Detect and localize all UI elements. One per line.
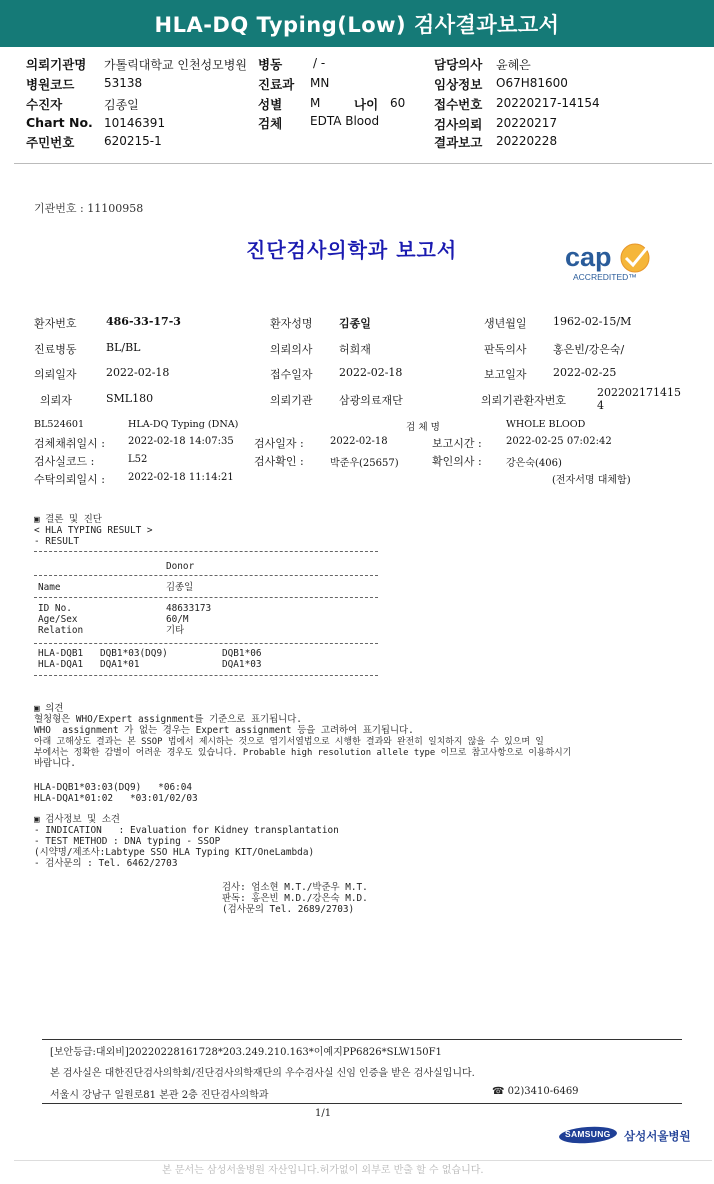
info-line: - TEST METHOD : DNA typing - SSOP (34, 836, 221, 847)
signature-line: 검사: 엄소현 M.T./박준우 M.T. (222, 882, 368, 893)
pid-value: 486-33-17-3 (106, 315, 181, 328)
req-org-label: 의뢰기관명 (26, 57, 87, 72)
dob-value: 1962-02-15/M (553, 315, 632, 328)
hla-allele-1: DQA1*01 (100, 659, 140, 670)
watermark-text: 본 문서는 삼성서울병원 자산입니다.허가없이 외부로 반출 할 수 없습니다. (162, 1165, 484, 1176)
opinion-line: 바랍니다. (34, 758, 76, 769)
hosp-code-value: 53138 (104, 76, 143, 90)
security-line: [보안등급:대외비]20220228161728*203.249.210.163*이예지PP6826*SLW150F1 (50, 1047, 442, 1058)
result-divider (34, 575, 378, 576)
page-number: 1/1 (315, 1108, 332, 1119)
opinion-line: WHO assignment 가 없는 경우는 Expert assignment 등을 고려하여 표기됩니다. (34, 725, 414, 736)
test-date-label: 검사일자 : (254, 437, 304, 450)
sex-label: 성별 (258, 97, 283, 112)
hla-allele-1: DQB1*03(DQ9) (100, 648, 168, 659)
req-date-label: 의뢰일자 (34, 368, 77, 381)
client-label: 의뢰자 (40, 394, 72, 407)
dob-label: 생년월일 (484, 317, 527, 330)
recv-time-label: 수탁의뢰일시 : (34, 473, 105, 486)
age-value: 60 (390, 96, 406, 110)
header-divider (14, 163, 712, 164)
report-time-value: 2022-02-25 07:02:42 (506, 436, 612, 447)
ward-value: / - (313, 56, 326, 70)
report-title-bar (0, 0, 714, 47)
ward-value: BL/BL (106, 341, 141, 354)
verify-value: 강은숙(406) (506, 458, 562, 469)
dept-value: MN (310, 76, 330, 90)
result-divider (34, 675, 378, 676)
org-label: 의뢰기관 (270, 394, 313, 407)
test-code: BL524601 (34, 419, 85, 430)
read-doctor-label: 판독의사 (484, 343, 527, 356)
hla-locus: HLA-DQA1 (38, 659, 84, 670)
agesex-label: Age/Sex (38, 614, 78, 625)
lab-report-title: 진단검사의학과 보고서 (246, 238, 458, 262)
opinion-line: 아래 고해상도 결과는 본 SSOP 법에서 제시하는 것으로 염기서열법으로 시행한 결과와 완전히 일치하지 않을 수 있으며 일 (34, 737, 544, 747)
hosp-code-label: 병원코드 (26, 77, 75, 92)
confirm-label: 검사확인 : (254, 455, 304, 468)
report-date-value: 20220228 (496, 134, 558, 148)
lab-code-value: L52 (128, 454, 148, 465)
req-date-value: 20220217 (496, 116, 558, 130)
info-line: (시약명/제조사:Labtype SSO HLA Typing KIT/OneLambda) (34, 847, 315, 858)
opinion-line: 혈청형은 WHO/Expert assignment를 기준으로 표기됩니다. (34, 714, 302, 725)
address-line: 서울시 강남구 일원로81 본관 2층 진단검사의학과 (50, 1090, 269, 1101)
result-label: - RESULT (34, 536, 80, 547)
agesex-value: 60/M (166, 614, 189, 625)
verify-label: 확인의사 : (432, 455, 482, 468)
result-divider (34, 643, 378, 644)
collect-value: 2022-02-18 14:07:35 (128, 436, 234, 447)
org-pid-value-line2: 4 (597, 399, 604, 412)
test-date-value: 2022-02-18 (330, 436, 388, 447)
specimen-label: 검체 (258, 116, 283, 131)
info-title: ▣ 검사정보 및 소견 (34, 814, 120, 825)
footer-rule (42, 1039, 682, 1040)
info-line: - 검사문의 : Tel. 6462/2703 (34, 858, 178, 869)
org-pid-label: 의뢰기관환자번호 (481, 394, 567, 407)
opinion-line: 부에서는 정확한 감별이 어려운 경우도 있습니다. Probable high resolution allele type 이므로 참고사항으로 이용하시기 (34, 748, 572, 758)
rrn-label: 주민번호 (26, 135, 75, 150)
recv-date-value: 2022-02-18 (339, 366, 403, 379)
patient-name-value: 김종일 (339, 317, 371, 330)
specimen-value: EDTA Blood (310, 114, 380, 128)
cap-logo-subtext: ACCREDITED™ (573, 272, 637, 282)
signature-line: 판독: 홍은빈 M.D./강은숙 M.D. (222, 893, 368, 904)
donor-header: Donor (166, 561, 195, 572)
donor-name: 김종일 (166, 582, 194, 593)
patient-name-label: 환자성명 (270, 317, 313, 330)
confirm-value: 박준우(25657) (330, 458, 399, 469)
phone-line: ☎ 02)3410-6469 (492, 1086, 579, 1097)
rep-date-label: 보고일자 (484, 368, 527, 381)
opinion-title: ▣ 의견 (34, 703, 64, 714)
result-section-title: ▣ 결론 및 진단 (34, 514, 102, 525)
req-doctor-value: 허희재 (339, 343, 371, 356)
collect-label: 검체채취일시 : (34, 437, 105, 450)
id-label: ID No. (38, 603, 72, 614)
cert-line: 본 검사실은 대한진단검사의학회/진단검사의학재단의 우수검사실 신임 인증을 받은 검사실입니다. (50, 1068, 475, 1079)
pid-label: 환자번호 (34, 317, 77, 330)
chart-label: Chart No. (26, 115, 93, 130)
result-divider (34, 551, 378, 552)
agency-number: 기관번호 : 11100958 (34, 202, 144, 215)
clinical-value: O67H81600 (496, 76, 568, 90)
receipt-label: 접수번호 (434, 97, 483, 112)
name-label: Name (38, 582, 61, 593)
ward-label: 병동 (258, 57, 283, 72)
hospital-name: 삼성서울병원 (624, 1129, 691, 1143)
clinical-label: 임상정보 (434, 77, 483, 92)
footer-rule (42, 1103, 682, 1104)
samsung-hospital-logo (558, 1124, 690, 1148)
org-pid-value-line1: 202202171415 (597, 386, 681, 399)
report-date-label: 결과보고 (434, 135, 483, 150)
client-value: SML180 (106, 392, 154, 405)
hla-allele-2: DQB1*06 (222, 648, 262, 659)
info-line: - INDICATION : Evaluation for Kidney transplantation (34, 825, 339, 836)
report-title: HLA-DQ Typing(Low) 검사결과보고서 (154, 13, 560, 37)
sex-value: M (310, 96, 321, 110)
test-specimen-label: 검 체 명 (406, 422, 440, 433)
doctor-value: 윤혜은 (496, 58, 531, 72)
test-name: HLA-DQ Typing (DNA) (128, 419, 239, 430)
hla-allele-2: DQA1*03 (222, 659, 262, 670)
recipient-value: 김종일 (104, 98, 139, 112)
req-date-value: 2022-02-18 (106, 366, 170, 379)
recipient-label: 수진자 (26, 97, 63, 112)
org-value: 삼광의료재단 (339, 394, 403, 407)
result-subtitle: < HLA TYPING RESULT > (34, 525, 153, 536)
age-label: 나이 (354, 97, 379, 112)
test-specimen-value: WHOLE BLOOD (506, 419, 586, 430)
opinion-allele: HLA-DQB1*03:03(DQ9) *06:04 (34, 782, 193, 793)
esign-note: (전자서명 대체함) (552, 475, 631, 486)
recv-date-label: 접수일자 (270, 368, 313, 381)
id-value: 48633173 (166, 603, 212, 614)
receipt-value: 20220217-14154 (496, 96, 600, 110)
recv-time-value: 2022-02-18 11:14:21 (128, 472, 234, 483)
doctor-label: 담당의사 (434, 57, 483, 72)
dept-label: 진료과 (258, 77, 295, 92)
ward-label: 진료병동 (34, 343, 77, 356)
relation-value: 기타 (166, 625, 185, 636)
cap-accredited-logo (563, 240, 663, 286)
req-org-value: 가톨릭대학교 인천성모병원 (104, 58, 247, 72)
req-doctor-label: 의뢰의사 (270, 343, 313, 356)
hla-locus: HLA-DQB1 (38, 648, 84, 659)
cap-logo-text: cap (565, 242, 612, 272)
rep-date-value: 2022-02-25 (553, 366, 617, 379)
samsung-logo-text: SAMSUNG (565, 1129, 611, 1139)
opinion-allele: HLA-DQA1*01:02 *03:01/02/03 (34, 793, 198, 804)
chart-value: 10146391 (104, 116, 166, 130)
report-time-label: 보고시간 : (432, 437, 482, 450)
lab-code-label: 검사실코드 : (34, 455, 95, 468)
result-divider (34, 597, 378, 598)
rrn-value: 620215-1 (104, 134, 162, 148)
read-doctor-value: 홍은빈/강은숙/ (553, 343, 625, 356)
signature-line: (검사문의 Tel. 2689/2703) (222, 904, 355, 915)
req-date-label: 검사의뢰 (434, 117, 483, 132)
relation-label: Relation (38, 625, 84, 636)
